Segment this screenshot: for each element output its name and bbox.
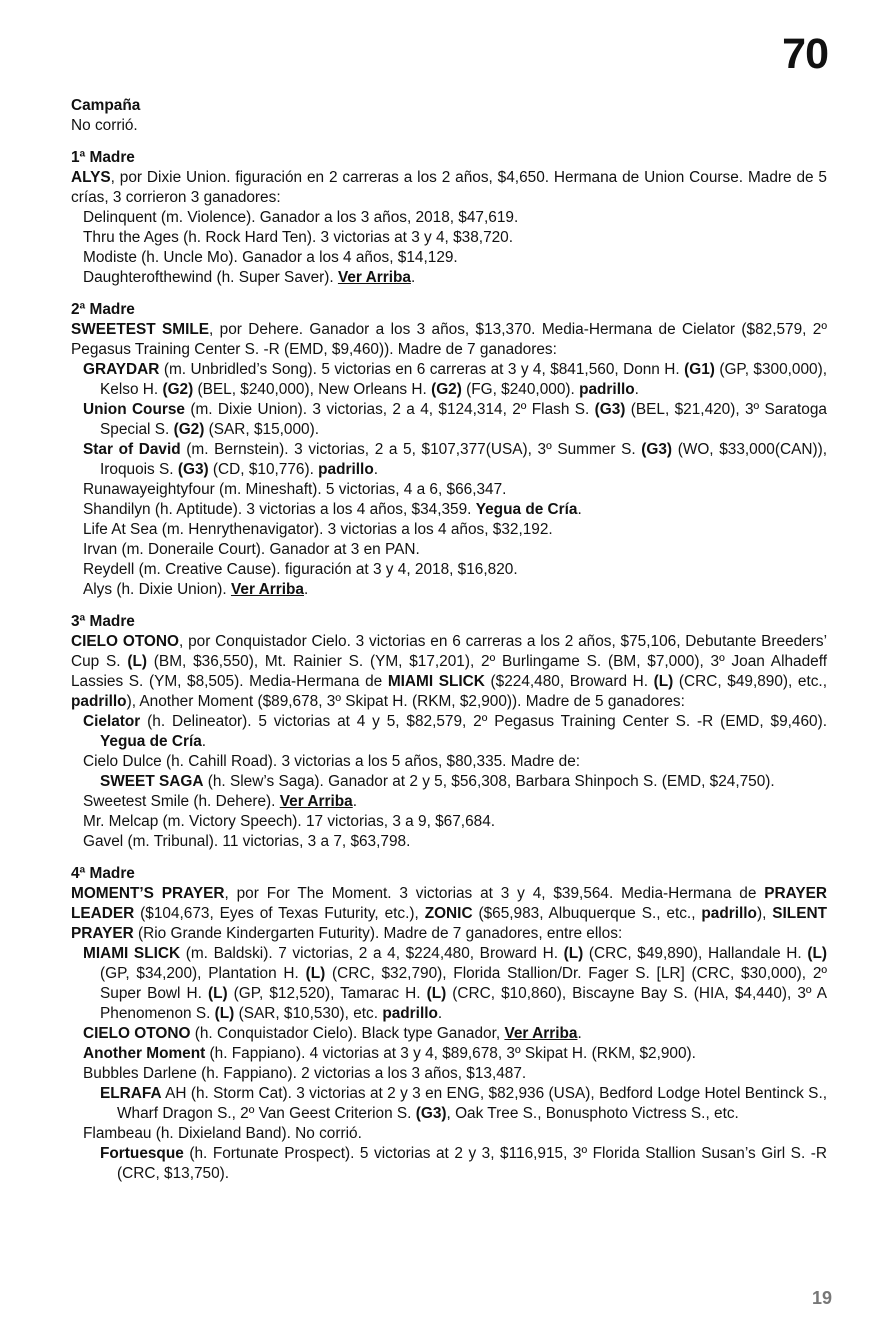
second-dam-title: 2ª Madre [71, 301, 135, 318]
campaign-text: No corrió. [71, 117, 138, 134]
produce-item [71, 440, 827, 480]
second-dam-section [71, 300, 827, 600]
text-fragment: (CRC, $32,790), Florida Stallion/Dr. Fager S. [LR] (CRC, $30,000), 2º Super Bowl H. [100, 965, 828, 1002]
text-fragment: , por For The Moment. 3 victorias at 3 y 4, $39,564. Media-Hermana de [224, 885, 765, 902]
produce-item: Life At Sea (m. Henrythenavigator). 3 victorias a los 4 años, $32,192. [83, 521, 553, 538]
bold-text: (L) [563, 945, 584, 962]
produce-item [71, 1044, 827, 1064]
dam-name: MOMENT’S PRAYER [71, 885, 225, 902]
text-fragment: (m. Unbridled’s Song). 5 victorias en 6 carreras at 3 y 4, $841,560, Donn H. [159, 361, 685, 378]
text-fragment: (FG, $240,000). [461, 381, 580, 398]
produce-item: Runawayeightyfour (m. Mineshaft). 5 victorias, 4 a 6, $66,347. [83, 481, 507, 498]
page-number: 19 [811, 1288, 832, 1308]
text-fragment: ($224,480, Broward H. [484, 673, 654, 690]
text-fragment: . [303, 581, 309, 598]
dam-name: SWEETEST SMILE [71, 321, 210, 338]
produce-item: Cielo Dulce (h. Cahill Road). 3 victorias a los 5 años, $80,335. Madre de: [83, 753, 581, 770]
text-fragment: (SAR, $10,530), etc. [234, 1005, 383, 1022]
text-fragment: . [201, 733, 207, 750]
text-fragment: , por Conquistador Cielo. 3 victorias en 6 carreras a los 2 años, $75,106, Debutante Breeders’ Cup S. [71, 633, 827, 670]
text-fragment: ($104,673, Eyes of Texas Futurity, etc.), [134, 905, 425, 922]
bold-text: Yegua de Cría [100, 733, 202, 750]
first-dam-intro: ALYS, por Dixie Union. figuración en 2 carreras a los 2 años, $4,650. Hermana de Union Course. Madre de 5 crías, 3 corrieron 3 ganadores: [71, 169, 827, 206]
produce-item [71, 772, 827, 792]
bold-text: CIELO OTONO [83, 1025, 191, 1042]
produce-item: Irvan (m. Doneraile Court). Ganador at 3 en PAN. [83, 541, 420, 558]
text-fragment: (CRC, $10,860), Biscayne Bay S. (HIA, $4,440), 3º A Phenomenon S. [100, 985, 827, 1022]
text-fragment: ), [756, 905, 773, 922]
bold-text: (L) [305, 965, 326, 982]
bold-text: SWEET SAGA [100, 773, 204, 790]
bold-text: Another Moment [83, 1045, 206, 1062]
text-fragment: (h. Delineator). 5 victorias at 4 y 5, $82,579, 2º Pegasus Training Center S. -R (EMD, $9,460). [140, 713, 827, 730]
produce-item: Bubbles Darlene (h. Fappiano). 2 victorias a los 3 años, $13,487. [83, 1065, 527, 1082]
bold-text: MIAMI SLICK [83, 945, 181, 962]
third-dam-intro [71, 632, 827, 712]
text-fragment: Alys (h. Dixie Union). [83, 581, 231, 598]
text-fragment: ), Another Moment ($89,678, 3º Skipat H. (RKM, $2,900)). Madre de 5 ganadores: [126, 693, 685, 710]
text-fragment: . [437, 1005, 443, 1022]
text-fragment: ($65,983, Albuquerque S., etc., [472, 905, 702, 922]
text-fragment: . [577, 501, 582, 518]
third-dam-section [71, 612, 827, 852]
second-dam-intro: SWEETEST SMILE, por Dehere. Ganador a los 3 años, $13,370. Media-Hermana de Cielator ($82,579, 2º Pegasus Training Center S. -R (EMD, $9,460)). Madre de 7 ganadores: [71, 321, 827, 358]
bold-text: (G3) [177, 461, 209, 478]
text-fragment: (GP, $12,520), Tamarac H. [227, 985, 427, 1002]
bold-text: Star of David [83, 441, 181, 458]
bold-text: (L) [127, 653, 148, 670]
bold-text: SILENT PRAYER [71, 905, 827, 942]
bold-text: (L) [214, 1005, 235, 1022]
bold-text: (L) [807, 945, 827, 962]
bold-text: Union Course [83, 401, 185, 418]
bold-text: (L) [426, 985, 447, 1002]
produce-item: Delinquent (m. Violence). Ganador a los 3 años, 2018, $47,619. [83, 209, 519, 226]
campaign-title: Campaña [71, 97, 141, 114]
produce-item [71, 712, 827, 752]
bold-text: (G2) [431, 381, 462, 398]
text-fragment: (CD, $10,776). [208, 461, 319, 478]
bold-text: (G2) [162, 381, 194, 398]
produce-item: GRAYDAR (m. Unbridled’s Song). 5 victorias en 6 carreras at 3 y 4, $841,560, Donn H. (G1) (GP, $300,000), Kelso H. (G2) (BEL, $240,000), New Orleans H. (G2) (FG, $240,000). padrillo. [83, 361, 827, 398]
text-fragment: . [634, 381, 639, 398]
text-fragment: (m. Bernstein). 3 victorias, 2 a 5, $107,377(USA), 3º Summer S. [180, 441, 642, 458]
text-fragment: (h. Conquistador Cielo). Black type Ganador, [190, 1025, 505, 1042]
text-fragment: (GP, $300,000), Kelso H. [100, 361, 827, 398]
first-dam-section [71, 148, 827, 288]
bold-text: MIAMI SLICK [387, 673, 485, 690]
bold-text: (L) [653, 673, 674, 690]
first-dam-title: 1ª Madre [71, 149, 135, 166]
produce-item: Flambeau (h. Dixieland Band). No corrió. [83, 1125, 362, 1142]
third-dam-title: 3ª Madre [71, 613, 135, 630]
bold-text: ELRAFA [100, 1085, 162, 1102]
bold-text: (G2) [173, 421, 205, 438]
produce-item [71, 1084, 827, 1124]
bold-text: ZONIC [424, 905, 473, 922]
text-fragment: (BEL, $21,420), 3º Saratoga Special S. [100, 401, 827, 438]
produce-item [71, 944, 827, 1024]
text-fragment: (CRC, $49,890), etc., [673, 673, 827, 690]
produce-item [71, 500, 827, 520]
text-fragment: , Oak Tree S., Bonusphoto Victress S., etc. [446, 1105, 739, 1122]
produce-item: Gavel (m. Tribunal). 11 victorias, 3 a 7, $63,798. [83, 833, 411, 850]
dam-name: ALYS [71, 169, 111, 186]
see-above-link[interactable]: Ver Arriba [230, 581, 304, 598]
text-fragment: (m. Dixie Union). 3 victorias, 2 a 4, $124,314, 2º Flash S. [184, 401, 595, 418]
text-fragment: Shandilyn (h. Aptitude). 3 victorias a los 4 años, $34,359. [83, 501, 476, 518]
text-fragment: . [352, 793, 358, 810]
fourth-dam-intro [71, 884, 827, 944]
text-fragment: (Rio Grande Kindergarten Futurity). Madre de 7 ganadores, entre ellos: [133, 925, 623, 942]
text-fragment: Sweetest Smile (h. Dehere). [83, 793, 280, 810]
lot-number: 70 [782, 30, 828, 78]
bold-text: PRAYER LEADER [71, 885, 827, 922]
produce-item [71, 400, 827, 440]
bold-text: (L) [207, 985, 228, 1002]
bold-text: Yegua de Cría [475, 501, 578, 518]
see-above-link[interactable]: Ver Arriba [279, 793, 353, 810]
produce-item: Daughterofthewind (h. Super Saver). Ver Arriba. [83, 269, 416, 286]
produce-item [71, 580, 827, 600]
text-fragment: . [373, 461, 379, 478]
produce-item: Mr. Melcap (m. Victory Speech). 17 victorias, 3 a 9, $67,684. [83, 813, 496, 830]
text-fragment: (GP, $34,200), Plantation H. [100, 965, 306, 982]
bold-text: padrillo [701, 905, 757, 922]
fourth-dam-section [71, 864, 827, 1184]
dam-name: CIELO OTONO [71, 633, 179, 650]
bold-text: Cielator [83, 713, 141, 730]
bold-text: (G3) [415, 1105, 447, 1122]
text-fragment: (h. Fappiano). 4 victorias at 3 y 4, $89,678, 3º Skipat H. (RKM, $2,900). [205, 1045, 696, 1062]
text-fragment: . [577, 1025, 582, 1042]
bold-text: (G3) [594, 401, 626, 418]
bold-text: padrillo [579, 381, 635, 398]
produce-item: Reydell (m. Creative Cause). figuración at 3 y 4, 2018, $16,820. [83, 561, 518, 578]
see-above-link[interactable]: Ver Arriba [504, 1025, 578, 1042]
produce-item [71, 792, 827, 812]
fourth-dam-title: 4ª Madre [71, 865, 135, 882]
text-fragment: (h. Fortunate Prospect). 5 victorias at 2 y 3, $116,915, 3º Florida Stallion Susan’s Girl S. -R (CRC, $13,750). [117, 1145, 827, 1182]
bold-text: Fortuesque [100, 1145, 184, 1162]
text-fragment: (m. Baldski). 7 victorias, 2 a 4, $224,480, Broward H. [180, 945, 564, 962]
bold-text: padrillo [382, 1005, 438, 1022]
text-fragment: (BM, $36,550), Mt. Rainier S. (YM, $17,201), 2º Burlingame S. (BM, $7,000), 3º Joan Alhadeff Lassies S. (YM, $8,505). Media-Hermana de [71, 653, 827, 690]
produce-item: Modiste (h. Uncle Mo). Ganador a los 4 años, $14,129. [83, 249, 458, 266]
text-fragment: (BEL, $240,000), New Orleans H. [193, 381, 432, 398]
text-fragment: (SAR, $15,000). [204, 421, 320, 438]
text-fragment: AH (h. Storm Cat). 3 victorias at 2 y 3 en ENG, $82,936 (USA), Bedford Lodge Hotel Bentinck S., Wharf Dragon S., 2º Van Geest Criterion S. [117, 1085, 827, 1122]
produce-item: Thru the Ages (h. Rock Hard Ten). 3 victorias at 3 y 4, $38,720. [83, 229, 514, 246]
bold-text: padrillo [71, 693, 127, 710]
produce-item [71, 1024, 827, 1044]
pedigree-content [71, 96, 827, 1196]
campaign-section [71, 96, 827, 136]
text-fragment: (CRC, $49,890), Hallandale H. [583, 945, 808, 962]
see-above-link[interactable]: Ver Arriba [337, 269, 411, 286]
produce-item [71, 1144, 827, 1184]
text-fragment: (h. Slew’s Saga). Ganador at 2 y 5, $56,308, Barbara Shinpoch S. (EMD, $24,750). [203, 773, 775, 790]
bold-text: padrillo [318, 461, 374, 478]
bold-text: (G1) [684, 361, 715, 378]
bold-text: (G3) [641, 441, 673, 458]
text-fragment: (WO, $33,000(CAN)), Iroquois S. [100, 441, 827, 478]
